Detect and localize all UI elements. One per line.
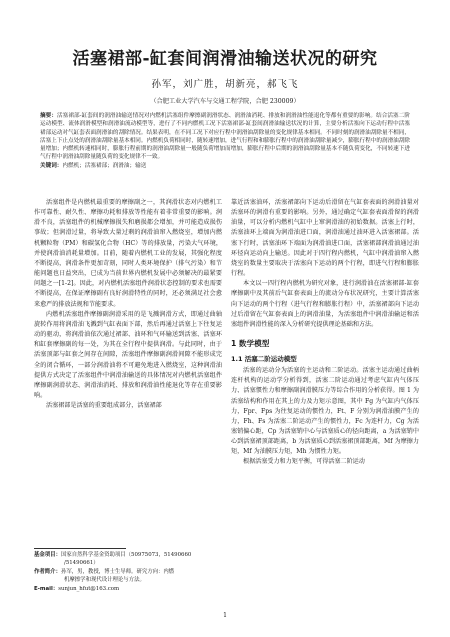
author-bio bbox=[34, 568, 224, 576]
keywords-text: 内燃机；活塞裙部；润滑油；输送 bbox=[62, 163, 147, 170]
bio-label: 作者简介： bbox=[34, 568, 61, 575]
email-address: sunjun_hfut@163.com bbox=[58, 585, 120, 592]
subsection-heading: 1.1 活塞二阶运动模型 bbox=[231, 355, 297, 364]
body-paragraph: 本文以一四行程内燃机为研究对象，进行润滑油在活塞裙部-缸套摩擦副中及其前后气缸套表面上的流动分布状况研究，主要计算活塞向下运动的两个行程（进气行程和膨胀行程）中，活塞裙部向下运动过后滑留在气缸套表面上的润滑油量，为活塞组件中润滑油输运和活塞组件润滑性能的深入分析研究提供理论基础和方法。 bbox=[231, 280, 419, 328]
abstract bbox=[40, 112, 410, 162]
funding-text: 国家自然科学基金资助项目（50975073，51490660 bbox=[60, 552, 192, 558]
body-paragraph: 靠近活塞油环，活塞裙部向下运动后滑留在气缸套表面的润滑油量对活塞环的润滑有重要的影响。另外，通过确定气缸套表面滑留的润滑油量，可以分析内燃机气缸中上窜润滑油的初始数据。活塞上行时，活塞油环上端面为润滑油进口面，润滑油通过油环进入活塞裙部。活塞下行时，活塞油环下端面为润滑油进口面，活塞裙部润滑油通过油环径向运动向上输送。因此对于四行程内燃机，气缸中润滑油窜入燃烧室的数量主要取决于活塞向下运动的两个行程，即进气行程和膨胀行程。 bbox=[231, 199, 419, 278]
paper-title: 活塞裙部-缸套间润滑油输送状况的研究 bbox=[72, 49, 378, 69]
abstract-text: 活塞裙部-缸套间的润滑油输送情况对内燃机活塞组件摩擦副润滑状态、润滑油消耗、排放和润滑油性能退化等都有重要的影响。结合活塞二阶运动模型、流体润滑模型和润滑油流动模型等，进行了不同内燃机工况下活塞裙部-缸套间润滑油输送状况的计算，主要分析活塞向下运动行程中活塞裙部运动对气缸套表面润滑油的刮除情况。结果表明，在不同工况下对应行程中润滑油刮除量的变化规律基本相同。不同时刻的润滑油刮除量不相同，活塞上下止点处的润滑油刮除量基本相同。内燃机负荷相同时，随转速增加，进气行程和和膨胀行程中的润滑油刮除量减少，膨胀行程中的润滑油刮除量增加；内燃机转速相同时，膨胀行程前期的润滑油刮除量一般随负荷增加而增加，膨胀行程中后期的润滑油刮除量基本不随负荷变化，不同转速下进气行程中润滑油刮除量随负荷的变化规律不一致。 bbox=[40, 113, 410, 161]
bio-text-cont: 机摩擦学和现代设计理论与方法。 bbox=[64, 577, 145, 584]
email-label: E-mail： bbox=[34, 585, 59, 592]
funding-note bbox=[34, 551, 224, 559]
keywords-label: 关键词： bbox=[40, 163, 63, 170]
body-paragraph: 活塞裙部是活塞的重要组成部分，活塞裙部 bbox=[46, 402, 162, 410]
keywords bbox=[40, 162, 410, 170]
abstract-section bbox=[40, 112, 410, 171]
bio-text: 孙军，男，教授，博士生导师。研究方向：内燃 bbox=[60, 568, 175, 575]
footnote-divider bbox=[34, 548, 126, 549]
body-paragraph: 根据活塞受力和力矩平衡，可得活塞二阶运动 bbox=[243, 458, 365, 466]
funding-label: 基金项目： bbox=[34, 552, 61, 558]
body-paragraph: 内燃机活塞组件摩擦副润滑采用的是飞溅润滑方式，即通过曲轴旋转作用将润滑油飞溅到气缸表面下部，然后再通过活塞上下往复运动的驱动，将润滑油依次通过裙部、油环和气环输送到活塞、活塞环和缸套摩擦副的每一处，为其在全行程中提供润滑。与此同时，由于活塞顶部与缸套之间存在间隙，活塞组件摩擦副润滑间隙不能形成完全的闭合循环，一部分润滑油将不可避免地进入燃烧室，这种润滑油提供方式决定了活塞组件中润滑油输送的具体情况对内燃机活塞组件摩擦副润滑状态、润滑油消耗、排放和润滑油性能退化等存在重要影响。 bbox=[34, 310, 222, 399]
left-column bbox=[34, 198, 222, 411]
abstract-label: 摘要： bbox=[40, 113, 57, 119]
funding-text-cont: /51490661） bbox=[64, 560, 99, 567]
footnotes bbox=[34, 551, 224, 593]
section-heading: 1 数学模型 bbox=[231, 339, 270, 349]
body-paragraph: 活塞的运动分为活塞的主运动和二阶运动。活塞主运动通过曲柄连杆机构的运动学分析得到，活塞二阶运动通过考虑气缸内气体压力、活塞惯性力和摩擦副润滑膜压力等综合作用的分析获得。图 1 为活塞结构和作用在其上的力及力矩示意图，其中 Fg 为气缸内气体压力，Fpr、Fps 为往复运动的惯性力，Ft、F 分别为润滑油膜产生的力，Fh、Fs 为活塞二阶运动产生的惯性力，Fc 为连杆力，Cg 为活塞销偏心距，Cp 为活塞销中心与活塞质心的径向距离，a 为活塞销中心到活塞裙顶部距离，b 为活塞质心到活塞裙顶部距离，Mf 为摩擦力矩，Mf 为油膜压力矩，Mh 为惯性力矩。 bbox=[231, 367, 419, 456]
affiliation: （合肥工业大学汽车与交通工程学院，合肥 230009） bbox=[150, 98, 300, 105]
right-column bbox=[231, 198, 419, 468]
page-number: 1 bbox=[223, 612, 227, 619]
body-paragraph: 活塞组件是内燃机最重要的摩擦副之一，其润滑状态对内燃机工作可靠性、耐久性、摩擦功耗和排放等性能有着非常重要的影响。润滑不良，活塞组件的机械摩擦损失和磨损都会增加，并可能造成损伤事故；但润滑过量，将导致大量过剩的润滑油窜入燃烧室，增加内燃机颗粒物（PM）和碳氢化合物（HC）等的排放量，污染大气环境，并使润滑油消耗量增加。目前，随着内燃机工业的发展，其强化程度不断提高，润滑条件更加苛刻，同时人类环境保护（排气污染）和节能问题也日益突出，已成为当前世界内燃机发展中必须解决的最紧要问题之一[1-2]。因此，对内燃机活塞组件润滑状态控制的要求也需要不断提高，在保证摩擦副有良好润滑特性的同时，还必须满足社会愈来愈严的排放法规和节能要求。 bbox=[34, 199, 222, 308]
email-line bbox=[34, 585, 224, 593]
author-list: 孙军，刘广胜，胡新亮，郝飞飞 bbox=[151, 79, 299, 90]
